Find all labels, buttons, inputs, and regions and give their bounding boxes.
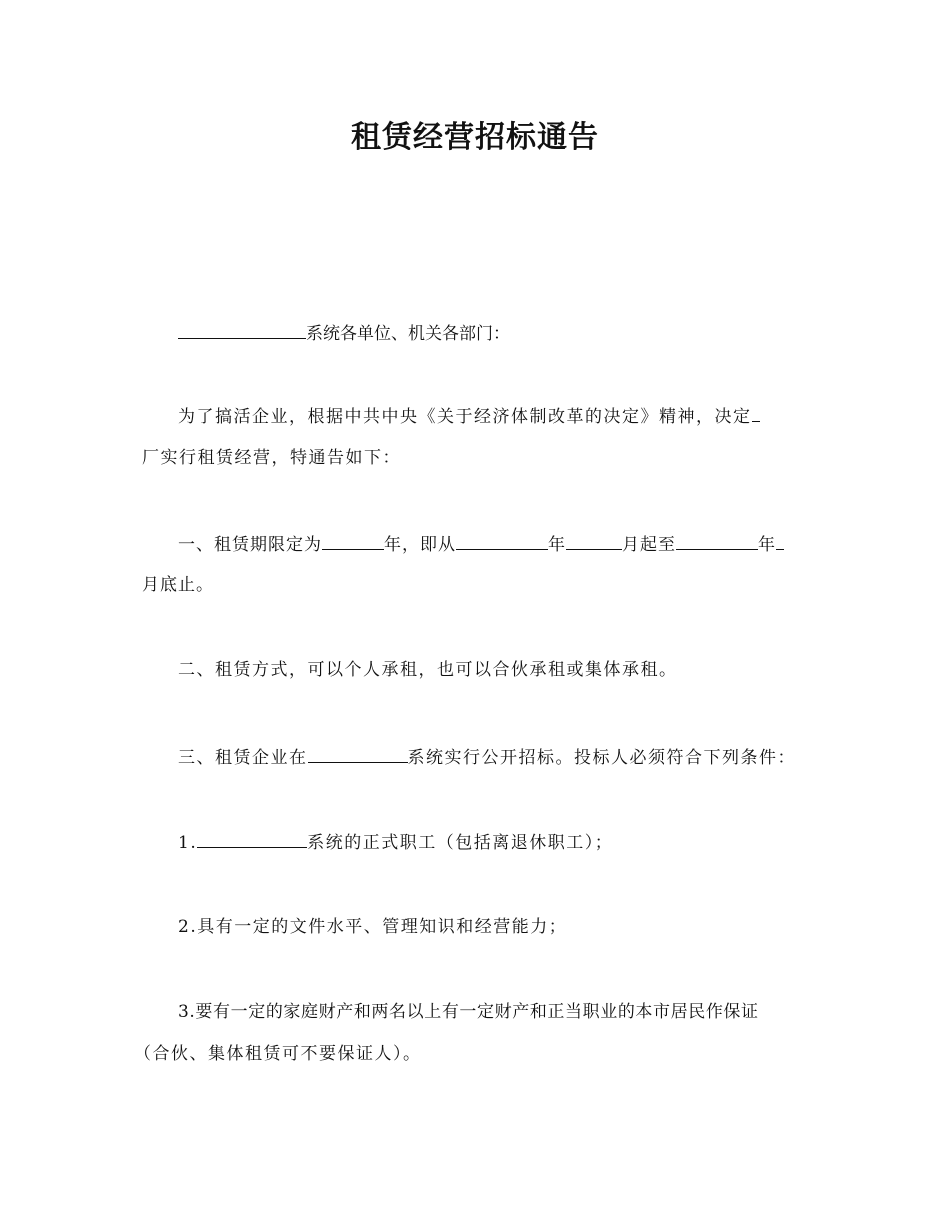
- item-1-text: 年: [548, 535, 566, 555]
- condition-number: 1.: [178, 833, 198, 853]
- item-2-line: 二、租赁方式，可以个人承租，也可以合伙承租或集体承租。: [178, 660, 678, 680]
- intro-line-2: 厂实行租赁经营，特通告如下：: [142, 448, 401, 468]
- condition-1-line: [178, 831, 613, 854]
- item-3-text: 系统实行公开招标。投标人必须符合下列条件：: [407, 748, 796, 768]
- item-1-text: 年: [758, 535, 776, 555]
- blank-field: [308, 746, 408, 763]
- intro-text-1: 为了搞活企业，根据中共中央《关于经济体制改革的决定》精神，决定: [178, 407, 752, 427]
- condition-2-line: 2.具有一定的文件水平、管理知识和经营能力；: [178, 917, 568, 937]
- condition-3-line-2: （合伙、集体租赁可不要保证人）。: [134, 1044, 422, 1064]
- item-3-text: 三、租赁企业在: [178, 748, 308, 768]
- document-title: 租赁经营招标通告: [351, 120, 599, 155]
- blank-field: [776, 533, 784, 550]
- blank-field: [752, 405, 760, 422]
- blank-field: [566, 533, 622, 550]
- blank-field: [456, 533, 548, 550]
- blank-field: [322, 533, 384, 550]
- item-1-text: 一、租赁期限定为: [178, 535, 322, 555]
- salutation-line: [178, 322, 510, 345]
- intro-line-1: [178, 405, 760, 428]
- salutation-text: 系统各单位、机关各部门：: [306, 324, 510, 344]
- item-1-text: 月起至: [622, 535, 676, 555]
- item-1-text: 年，即从: [384, 535, 456, 555]
- item-1-line-1: [178, 533, 784, 556]
- condition-3-line-1: 3.要有一定的家庭财产和两名以上有一定财产和正当职业的本市居民作保证: [178, 1002, 759, 1022]
- blank-field: [197, 831, 307, 848]
- condition-text: 系统的正式职工（包括离退休职工）；: [307, 833, 614, 853]
- blank-field: [676, 533, 758, 550]
- item-1-line-2: 月底止。: [142, 575, 214, 595]
- blank-field: [178, 322, 306, 339]
- item-3-line: [178, 746, 796, 769]
